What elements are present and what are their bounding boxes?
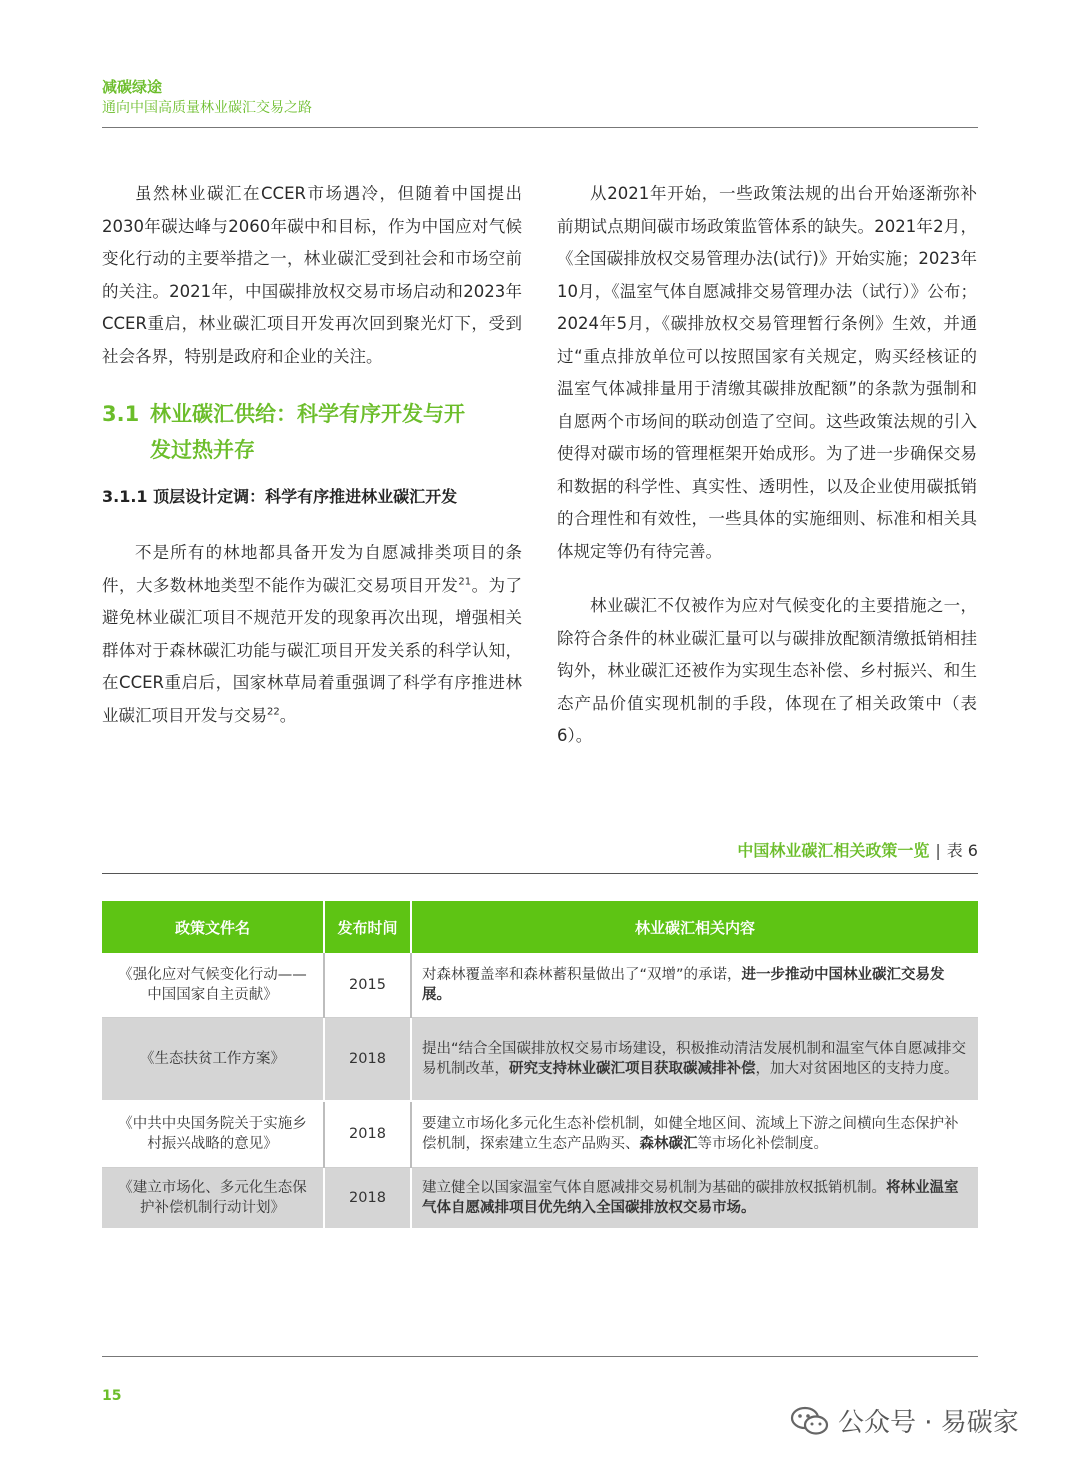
header-divider	[102, 127, 978, 128]
policy-paragraph: 从2021年开始，一些政策法规的出台开始逐渐弥补前期试点期间碳市场政策监管体系的缺失。2021年2月，《全国碳排放权交易管理办法(试行)》开始实施；2023年10月，《温室气体自愿减排交易管理办法（试行）》公布；2024年5月，《碳排放权交易管理暂行条例》生效，并通过“重点排放单位可以按照国家有关规定，购买经核证的温室气体减排量用于清缴其碳排放配额”的条款为强制和自愿两个市场间的联动创造了空间。这些政策法规的引入使得对碳市场的管理框架开始成形。为了进一步确保交易和数据的科学性、真实性、透明性，以及企业使用碳抵销的合理性和有效性，一些具体的实施细则、标准和相关具体规定等仍有待完善。	[557, 184, 977, 561]
report-title: 减碳绿途	[102, 78, 163, 96]
content-cell	[411, 1017, 978, 1101]
content-plain: 提出“结合全国碳排放权交易市场建设，积极推动清洁发展机制和温室气体自愿减排交易机制改革，	[422, 1040, 967, 1077]
table-caption	[737, 838, 978, 861]
subsection-heading: 3.1.1 顶层设计定调：科学有序推进林业碳汇开发	[102, 487, 458, 506]
table-row	[102, 1101, 978, 1167]
policy-name-cell: 《强化应对气候变化行动——中国国家自主贡献》	[102, 953, 324, 1017]
content-tail: ，加大对贫困地区的支持力度。	[755, 1060, 959, 1077]
year-cell: 2018	[324, 1101, 411, 1167]
section-title-line1: 林业碳汇供给：科学有序开发与开	[150, 402, 465, 426]
content-cell	[411, 953, 978, 1017]
year-cell: 2018	[324, 1167, 411, 1229]
content-bold: 进一步推动中国林业碳汇交易发展。	[422, 966, 945, 1003]
content-bold: 研究支持林业碳汇项目获取碳减排补偿	[509, 1060, 756, 1077]
policy-table	[102, 901, 978, 1230]
wechat-icon	[790, 1405, 830, 1437]
left-column-body	[102, 537, 522, 732]
header-policy-name: 政策文件名	[102, 901, 324, 953]
section-heading	[102, 396, 522, 468]
body-paragraph	[102, 537, 522, 732]
policy-name-cell: 《中共中央国务院关于实施乡村振兴战略的意见》	[102, 1101, 324, 1167]
right-column	[557, 178, 977, 753]
table-caption-title: 中国林业碳汇相关政策一览	[737, 841, 930, 860]
header-content: 林业碳汇相关内容	[411, 901, 978, 953]
header-release-date: 发布时间	[324, 901, 411, 953]
content-bold: 森林碳汇	[639, 1136, 698, 1153]
content-cell	[411, 1167, 978, 1229]
intro-paragraph: 虽然林业碳汇在CCER市场遇冷，但随着中国提出2030年碳达峰与2060年碳中和目标，作为中国应对气候变化行动的主要举措之一，林业碳汇受到社会和市场空前的关注。2021年，中国碳排放权交易市场启动和2023年CCER重启，林业碳汇项目开发再次回到聚光灯下，受到社会各界，特别是政府和企业的关注。	[102, 184, 522, 366]
table-row	[102, 1017, 978, 1101]
running-header	[102, 76, 978, 118]
body-text-part1: 不是所有的林地都具备开发为自愿减排类项目的条件，大多数林地类型不能作为碳汇交易项目开发	[102, 543, 522, 595]
year-cell: 2015	[324, 953, 411, 1017]
body-text-part2: 。为了避免林业碳汇项目不规范开发的现象再次出现，增强相关群体对于森林碳汇功能与碳汇项目开发关系的科学认知，在CCER重启后，国家林草局着重强调了科学有序推进林业碳汇项目开发与交易	[102, 575, 523, 725]
report-subtitle: 通向中国高质量林业碳汇交易之路	[102, 100, 312, 116]
watermark	[790, 1402, 1019, 1439]
content-bold: 将林业温室气体自愿减排项目优先纳入全国碳排放权交易市场。	[422, 1179, 959, 1216]
table-caption-separator: |	[935, 841, 941, 860]
policy-name-cell: 《建立市场化、多元化生态保护补偿机制行动计划》	[102, 1167, 324, 1229]
body-text-part3: 。	[279, 705, 297, 725]
content-plain: 要建立市场化多元化生态补偿机制，如健全地区间、流域上下游之间横向生态保护补偿机制，探索建立生态产品购买、	[422, 1116, 959, 1153]
table-divider	[102, 873, 978, 874]
table-caption-number: 表 6	[946, 841, 978, 860]
section-number: 3.1	[102, 402, 140, 426]
content-cell	[411, 1101, 978, 1167]
forestry-paragraph: 林业碳汇不仅被作为应对气候变化的主要措施之一，除符合条件的林业碳汇量可以与碳排放配额清缴抵销相挂钩外，林业碳汇还被作为实现生态补偿、乡村振兴、和生态产品价值实现机制的手段，体现在了相关政策中（表6）。	[557, 596, 977, 745]
policy-name-cell: 《生态扶贫工作方案》	[102, 1017, 324, 1101]
year-cell: 2018	[324, 1017, 411, 1101]
content-plain: 对森林覆盖率和森林蓄积量做出了“双增”的承诺，	[422, 966, 742, 983]
content-plain: 建立健全以国家温室气体自愿减排交易机制为基础的碳排放权抵销机制。	[422, 1179, 886, 1196]
page-number: 15	[102, 1388, 122, 1404]
table-row	[102, 953, 978, 1017]
content-tail: 等市场化补偿制度。	[697, 1136, 828, 1153]
table-header-row	[102, 901, 978, 953]
footnote-ref-22[interactable]: 22	[267, 706, 280, 717]
section-title-line2: 发过热并存	[150, 438, 255, 462]
watermark-text: 公众号 · 易碳家	[838, 1408, 1019, 1438]
table-row	[102, 1167, 978, 1229]
left-column	[102, 178, 522, 373]
footnote-ref-21[interactable]: 21	[458, 576, 472, 587]
footer-divider	[102, 1356, 978, 1357]
